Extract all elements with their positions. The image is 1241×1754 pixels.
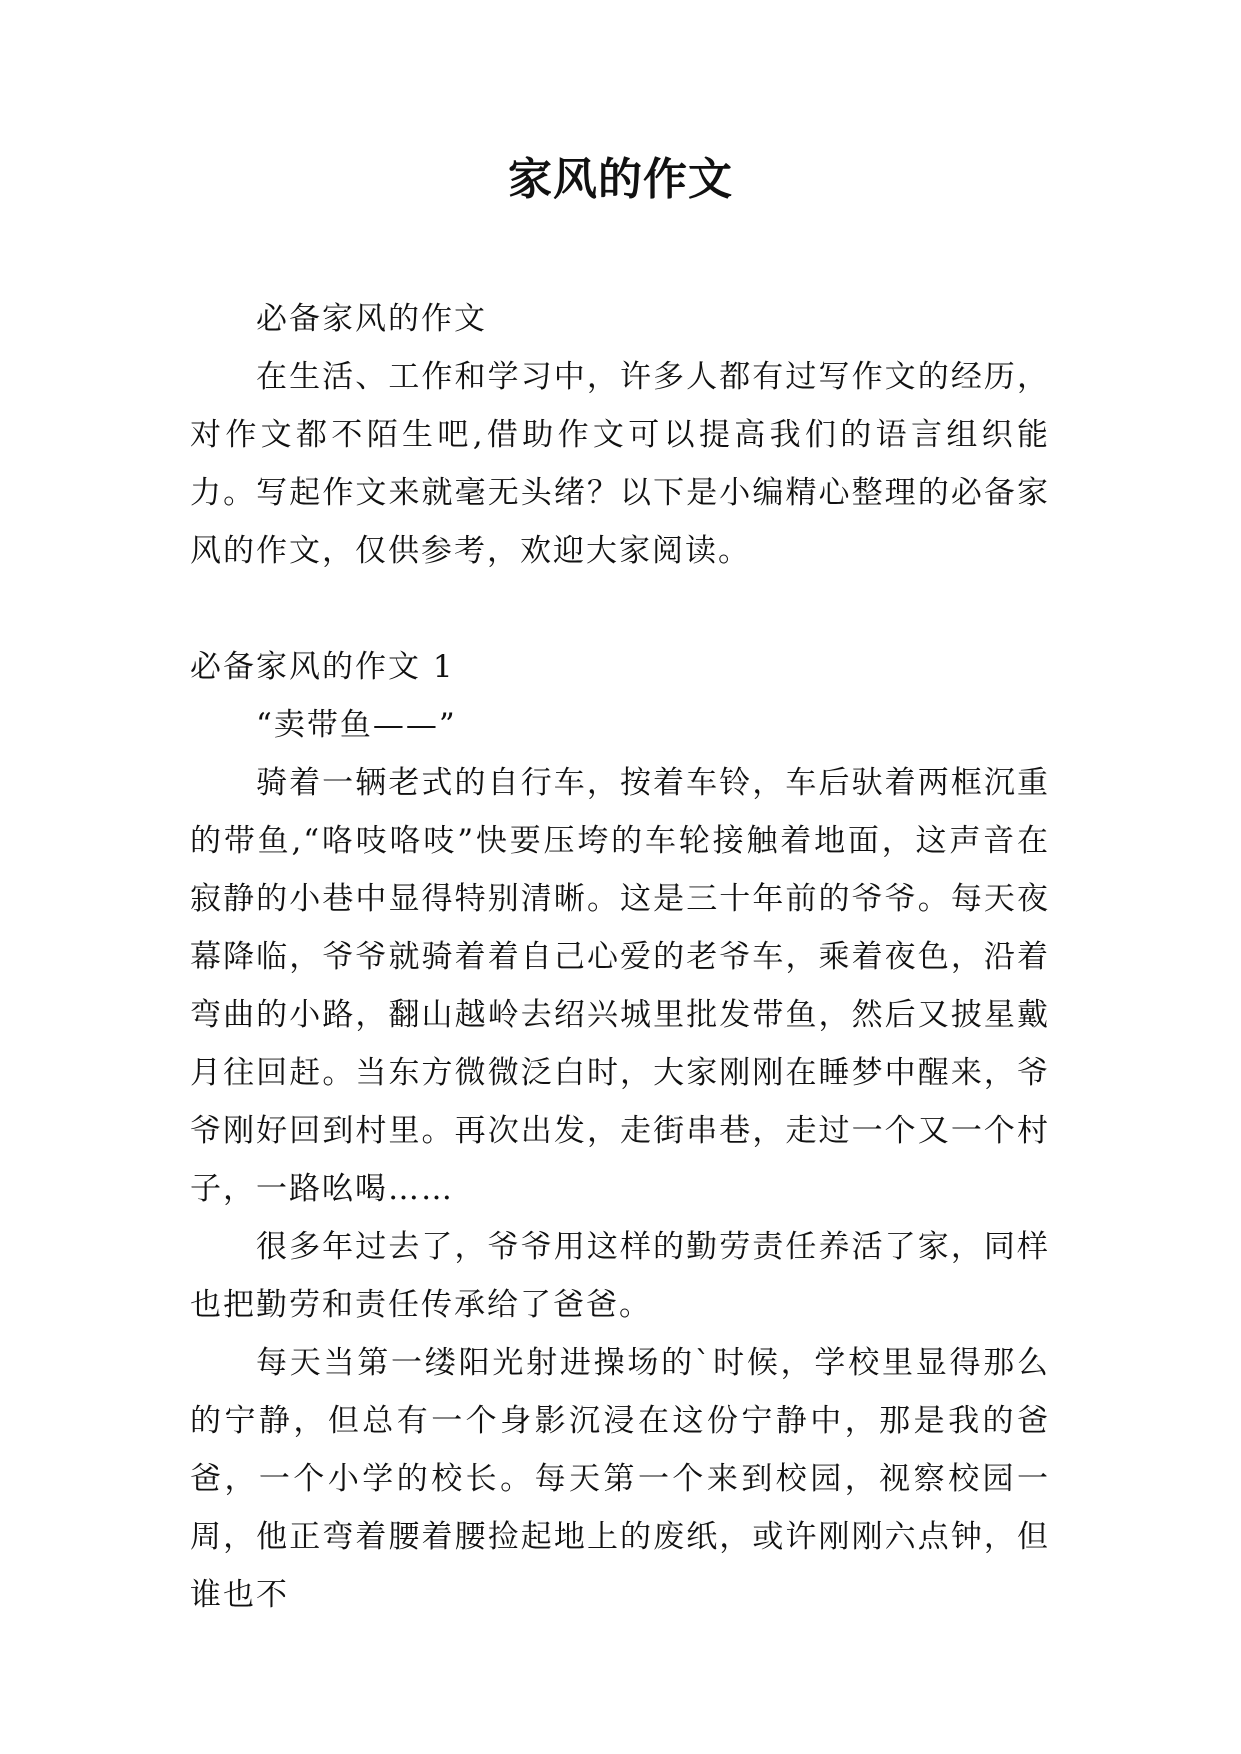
intro-heading: 必备家风的作文 [256, 301, 487, 337]
body-paragraph: 很多年过去了，爷爷用这样的勤劳责任养活了家，同样也把勤劳和责任传承给了爸爸。 [190, 1229, 1050, 1323]
body-paragraph: 骑着一辆老式的自行车，按着车铃，车后驮着两框沉重的带鱼,“咯吱咯吱”快要压垮的车轮接触着地面，这声音在寂静的小巷中显得特别清晰。这是三十年前的爷爷。每天夜幕降临，爷爷就骑着着自己心爱的老爷车，乘着夜色，沿着弯曲的小路，翻山越岭去绍兴城里批发带鱼，然后又披星戴月往回赶。当东方微微泛白时，大家刚刚在睡梦中醒来，爷爷刚好回到村里。再次出发，走街串巷，走过一个又一个村子，一路吆喝…… [190, 765, 1050, 1207]
section-heading: 必备家风的作文 1 [190, 649, 455, 685]
quote-line: “卖带鱼——” [256, 707, 457, 743]
document-body [190, 290, 1050, 1624]
document-title: 家风的作文 [508, 154, 733, 205]
intro-paragraph: 在生活、工作和学习中，许多人都有过写作文的经历，对作文都不陌生吧,借助作文可以提高我们的语言组织能力。写起作文来就毫无头绪？以下是小编精心整理的必备家风的作文，仅供参考，欢迎大家阅读。 [190, 359, 1050, 569]
body-paragraph: 每天当第一缕阳光射进操场的`时候，学校里显得那么的宁静，但总有一个身影沉浸在这份宁静中，那是我的爸爸，一个小学的校长。每天第一个来到校园，视察校园一周，他正弯着腰着腰捡起地上的废纸，或许刚刚六点钟，但谁也不 [190, 1345, 1050, 1613]
